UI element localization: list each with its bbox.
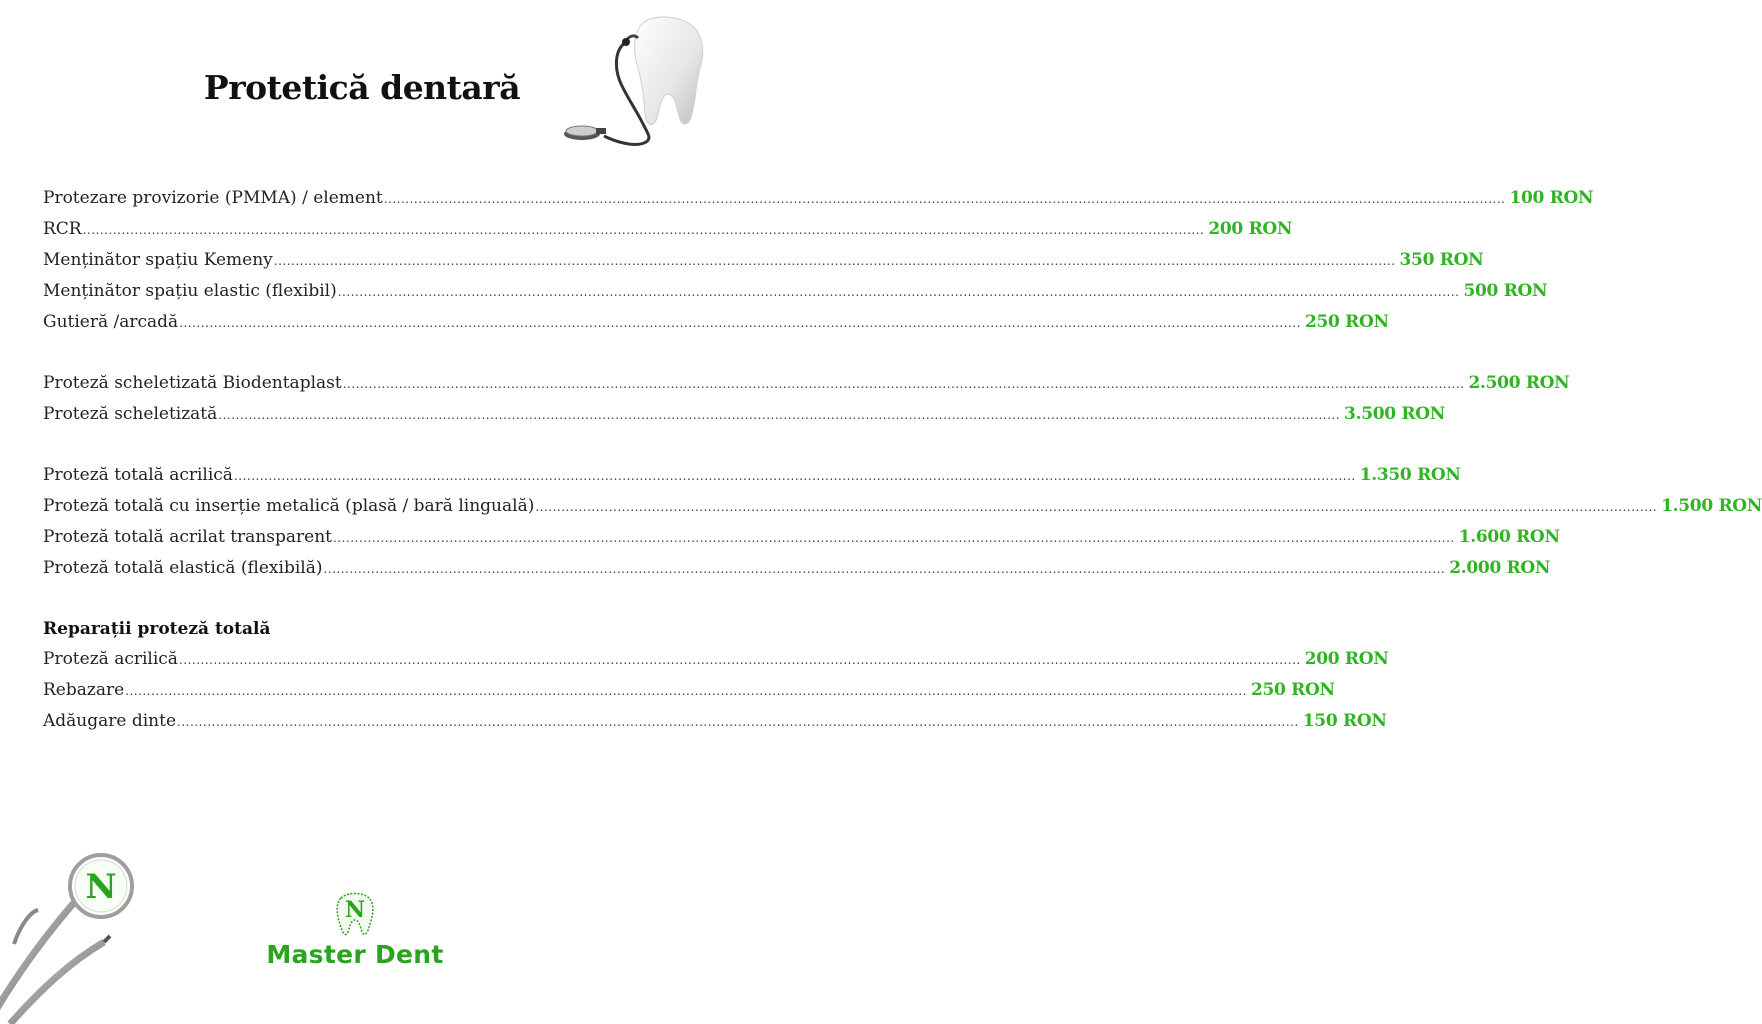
tooth-stethoscope-icon [556,10,716,160]
service-name: Proteză scheletizată [43,404,218,424]
price-row [43,399,1445,430]
price-row [43,307,1389,338]
service-price: 100 RON [1509,188,1594,208]
dot-leader: .................................................................................................................................................................................................................................................................... [233,469,1356,483]
service-price: 3.500 RON [1344,404,1445,424]
dot-leader: .................................................................................................................................................................................................................................................................... [337,285,1460,299]
service-price: 1.600 RON [1458,527,1560,547]
service-name: Proteză totală acrilică [43,465,233,485]
page-title: Protetică dentară [203,68,521,107]
service-price: 200 RON [1208,219,1293,239]
price-list [43,183,1762,737]
service-name: Rebazare [43,680,125,700]
logo-mark-letter: N [344,897,366,923]
price-row [43,644,1389,675]
price-row [43,183,1594,214]
service-name: Menținător spațiu elastic (flexibil) [43,281,337,301]
dot-leader: .................................................................................................................................................................................................................................................................... [535,500,1658,514]
price-row [43,553,1551,584]
service-price: 1.500 RON [1661,496,1762,516]
service-name: Menținător spațiu Kemeny [43,250,273,270]
price-row [43,245,1484,276]
dot-leader: .................................................................................................................................................................................................................................................................... [273,254,1396,268]
dot-leader: .................................................................................................................................................................................................................................................................... [82,223,1205,237]
service-name: Protezare provizorie (PMMA) / element [43,188,383,208]
brand-logo [240,892,470,982]
tooth-logo-icon [335,892,375,938]
price-row [43,214,1293,245]
service-name: Proteză totală acrilat transparent [43,527,332,547]
dot-leader: .................................................................................................................................................................................................................................................................... [125,684,1247,698]
service-price: 150 RON [1302,711,1387,731]
service-name: Proteză totală cu inserție metalică (plasă / bară linguală) [43,496,535,516]
service-name: Adăugare dinte [43,711,177,731]
brand-name: Master Dent [266,940,444,969]
dot-leader: .................................................................................................................................................................................................................................................................... [177,715,1299,729]
service-price: 200 RON [1304,649,1389,669]
price-row [43,368,1570,399]
dot-leader: .................................................................................................................................................................................................................................................................... [218,408,1341,422]
service-price: 1.350 RON [1359,465,1461,485]
service-name: Proteză acrilică [43,649,178,669]
dot-leader: .................................................................................................................................................................................................................................................................... [178,653,1301,667]
service-price: 250 RON [1304,312,1389,332]
service-name: Gutieră /arcadă [43,312,179,332]
service-price: 500 RON [1463,281,1548,301]
svg-text:N: N [85,867,117,907]
service-price: 2.000 RON [1449,558,1551,578]
dot-leader: .................................................................................................................................................................................................................................................................... [332,531,1455,545]
price-row [43,460,1461,491]
service-price: 350 RON [1399,250,1484,270]
section-heading: Reparații proteză totală [43,619,271,639]
dot-leader: .................................................................................................................................................................................................................................................................... [179,316,1301,330]
service-name: Proteză scheletizată Biodentaplast [43,373,342,393]
price-row [43,491,1762,522]
dot-leader: .................................................................................................................................................................................................................................................................... [383,192,1506,206]
service-name: Proteză totală elastică (flexibilă) [43,558,323,578]
price-row [43,706,1387,737]
service-name: RCR [43,219,82,239]
price-row [43,522,1560,553]
price-row [43,675,1335,706]
service-price: 250 RON [1250,680,1335,700]
price-row [43,276,1548,307]
dental-tools-icon [0,850,140,1024]
service-price: 2.500 RON [1468,373,1570,393]
dot-leader: .................................................................................................................................................................................................................................................................... [323,562,1446,576]
dot-leader: .................................................................................................................................................................................................................................................................... [342,377,1465,391]
